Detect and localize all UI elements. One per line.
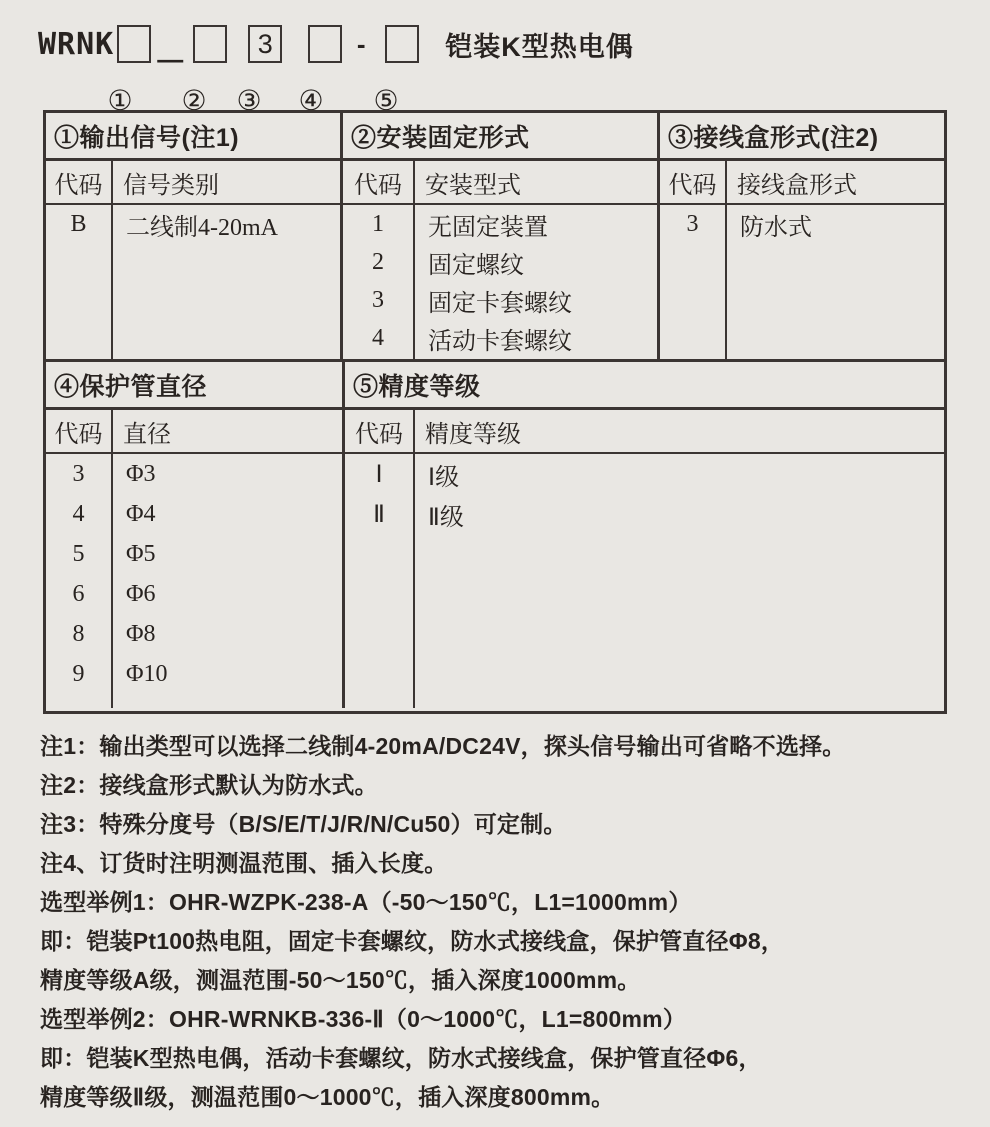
table-cell: Φ3	[126, 460, 156, 487]
section3-values	[727, 205, 944, 359]
note-1: 注1：输出类型可以选择二线制4-20mA/DC24V，探头信号输出可省略不选择。	[40, 733, 846, 759]
table-cell: Ⅱ	[373, 501, 385, 528]
model-code-box-5	[385, 25, 419, 63]
section5-title: ⑤精度等级	[345, 362, 944, 410]
section4-values	[113, 454, 345, 708]
table-cell: Φ5	[126, 540, 156, 567]
table-cell: 固定螺纹	[428, 252, 524, 279]
product-name: 铠装K型热电偶	[445, 31, 634, 62]
section3-title: ③接线盒形式(注2)	[660, 113, 944, 161]
table-cell: 4	[372, 324, 384, 351]
section1-value-header: 信号类别	[113, 161, 343, 205]
example-1-title: 选型举例1：OHR-WZPK-238-A（-50～150℃，L1=1000mm）	[40, 889, 692, 915]
section1-values	[113, 205, 343, 359]
table-cell: 3	[686, 210, 699, 237]
table-cell: 二线制4-20mA	[126, 214, 278, 241]
position-label-2: ②	[181, 86, 207, 117]
position-label-1: ①	[107, 86, 133, 117]
table-band-1	[46, 113, 944, 362]
example-1-desc-line-1: 即：铠装Pt100热电阻，固定卡套螺纹，防水式接线盒，保护管直径Φ8，	[40, 928, 785, 954]
section3-codes	[660, 205, 727, 359]
table-cell: Φ10	[126, 660, 168, 687]
table-cell: Φ8	[126, 620, 156, 647]
section3-value-header: 接线盒形式	[727, 161, 944, 205]
table-cell: Ⅰ级	[428, 464, 460, 491]
table-cell: Ⅱ级	[428, 504, 464, 531]
dash-separator-2: -	[356, 28, 366, 59]
table-cell: Φ4	[126, 500, 156, 527]
position-label-5: ⑤	[373, 86, 399, 117]
model-code-box-2	[193, 25, 227, 63]
table-cell: 6	[72, 580, 85, 607]
section2-code-header: 代码	[343, 161, 415, 205]
table-cell: 5	[72, 540, 85, 567]
model-code-box-3: 3	[248, 25, 282, 63]
dash-separator-1: —	[157, 44, 184, 74]
table-cell: 固定卡套螺纹	[428, 290, 572, 317]
section1-code-header: 代码	[46, 161, 113, 205]
table-cell: 防水式	[740, 214, 812, 241]
section2-title: ②安装固定形式	[343, 113, 660, 161]
table-cell: B	[70, 210, 87, 237]
section4-code-header: 代码	[46, 410, 113, 454]
example-2-desc-line-2: 精度等级Ⅱ级，测温范围0～1000℃，插入深度800mm。	[40, 1084, 615, 1110]
note-2: 注2：接线盒形式默认为防水式。	[40, 772, 378, 798]
selection-table	[43, 110, 947, 714]
section1-title: ①输出信号(注1)	[46, 113, 343, 161]
section2-codes	[343, 205, 415, 359]
model-code-box-4	[308, 25, 342, 63]
table-cell: 4	[72, 500, 85, 527]
section2-value-header: 安装型式	[415, 161, 660, 205]
table-cell: 无固定装置	[428, 214, 548, 241]
note-3: 注3：特殊分度号（B/S/E/T/J/R/N/Cu50）可定制。	[40, 811, 567, 837]
section5-values	[415, 454, 944, 708]
note-4: 注4、订货时注明测温范围、插入长度。	[40, 850, 448, 876]
model-prefix: WRNK	[38, 26, 115, 62]
position-label-4: ④	[298, 86, 324, 117]
table-cell: 8	[72, 620, 85, 647]
table-band-2	[46, 362, 944, 708]
section2-values	[415, 205, 660, 359]
section5-code-header: 代码	[345, 410, 415, 454]
example-2-title: 选型举例2：OHR-WRNKB-336-Ⅱ（0～1000℃，L1=800mm）	[40, 1006, 687, 1032]
section4-codes	[46, 454, 113, 708]
model-code-line	[38, 22, 634, 74]
model-code-box-1	[117, 25, 151, 63]
example-1-desc-line-2: 精度等级A级，测温范围-50～150℃，插入深度1000mm。	[40, 967, 641, 993]
section5-value-header: 精度等级	[415, 410, 944, 454]
table-cell: 2	[372, 248, 384, 275]
table-cell: 3	[72, 460, 85, 487]
table-cell: 3	[372, 286, 384, 313]
table-cell: 活动卡套螺纹	[428, 328, 572, 355]
table-cell: 1	[372, 210, 384, 237]
position-label-3: ③	[236, 86, 262, 117]
notes-block	[40, 727, 978, 1117]
example-2-desc-line-1: 即：铠装K型热电偶，活动卡套螺纹，防水式接线盒，保护管直径Φ6，	[40, 1045, 762, 1071]
table-cell: Φ6	[126, 580, 156, 607]
section4-value-header: 直径	[113, 410, 345, 454]
section1-codes	[46, 205, 113, 359]
section4-title: ④保护管直径	[46, 362, 345, 410]
table-cell: 9	[72, 660, 85, 687]
section5-codes	[345, 454, 415, 708]
table-cell: Ⅰ	[375, 461, 383, 488]
section3-code-header: 代码	[660, 161, 727, 205]
